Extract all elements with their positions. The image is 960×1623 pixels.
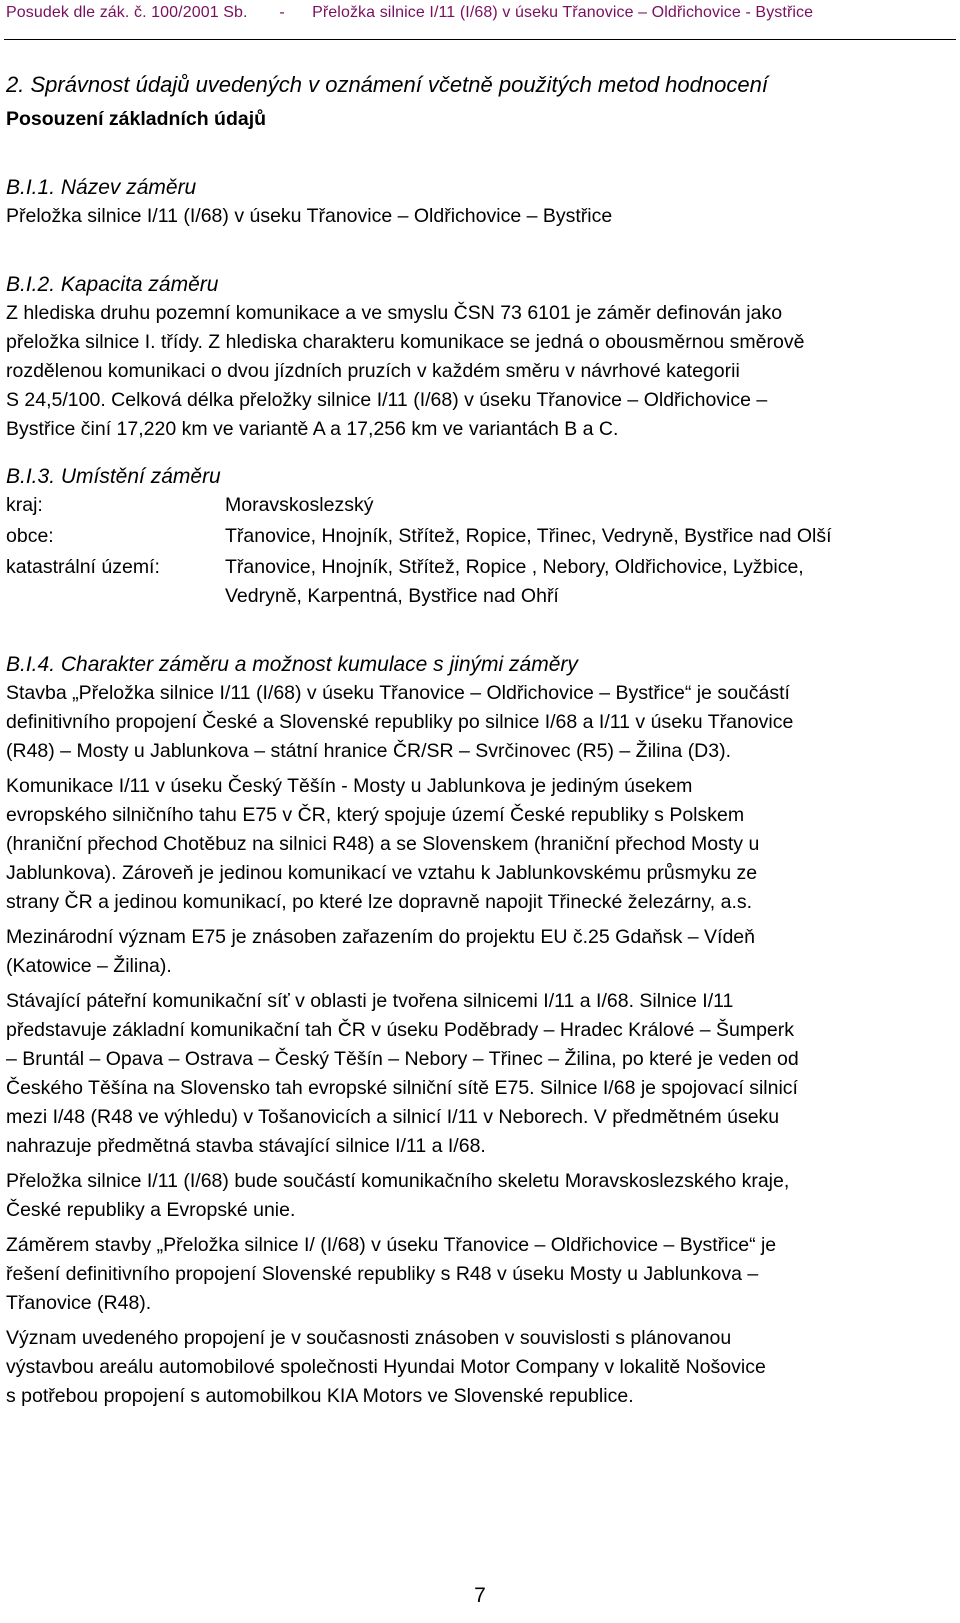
location-row-katastralni-uzemi	[6, 553, 951, 611]
text-line: přeložka silnice I. třídy. Z hlediska charakteru komunikace se jedná o obousměrnou směrově	[6, 331, 805, 353]
text-line: definitivního propojení České a Slovenské republiky po silnice I/68 a I/11 v úseku Třanovice	[6, 711, 794, 733]
b4-paragraph-1	[6, 679, 951, 766]
text-line: S 24,5/100. Celková délka přeložky silnice I/11 (I/68) v úseku Třanovice – Oldřichovice –	[6, 389, 768, 411]
text-line: nahrazuje předmětná stavba stávající silnice I/11 a I/68.	[6, 1135, 486, 1157]
section-subtitle: Posouzení základních údajů	[6, 108, 267, 130]
text-line: Třanovice, Hnojník, Střítež, Ropice , Nebory, Oldřichovice, Lyžbice,	[225, 556, 804, 578]
text-line: Jablunkova). Zároveň je jedinou komunikací ve vztahu k Jablunkovskému průsmyku ze	[6, 862, 758, 884]
b2-paragraph	[6, 299, 951, 444]
text-line: Bystřice činí 17,220 km ve variantě A a 17,256 km ve variantách B a C.	[6, 418, 619, 440]
b3-title: B.I.3. Umístění záměru	[6, 465, 221, 488]
text-line: evropského silničního tahu E75 v ČR, který spojuje území České republiky s Polskem	[6, 804, 745, 826]
text-line: Význam uvedeného propojení je v současnosti znásoben v souvislosti s plánovanou	[6, 1327, 732, 1349]
location-row-kraj	[6, 491, 951, 520]
location-table	[6, 491, 951, 611]
text-line: rozdělenou komunikaci o dvou jízdních pruzích v každém směru v návrhové kategorii	[6, 360, 740, 382]
text-line: Českého Těšína na Slovensko tah evropské silniční sítě E75. Silnice I/68 je spojovací silnicí	[6, 1077, 798, 1099]
text-line: Záměrem stavby „Přeložka silnice I/ (I/68) v úseku Třanovice – Oldřichovice – Bystřice“ je	[6, 1234, 777, 1256]
b1-title: B.I.1. Název záměru	[6, 176, 197, 199]
text-line: Stavba „Přeložka silnice I/11 (I/68) v úseku Třanovice – Oldřichovice – Bystřice“ je součástí	[6, 682, 790, 704]
kraj-value: Moravskoslezský	[225, 494, 374, 516]
b4-paragraph-2	[6, 772, 951, 917]
text-line: mezi I/48 (R48 ve výhledu) v Tošanovicích a silnicí I/11 v Neborech. V předmětném úseku	[6, 1106, 780, 1128]
text-line: představuje základní komunikační tah ČR v úseku Poděbrady – Hradec Králové – Šumperk	[6, 1019, 794, 1041]
text-line: Z hlediska druhu pozemní komunikace a ve smyslu ČSN 73 6101 je záměr definován jako	[6, 302, 783, 324]
text-line: (R48) – Mosty u Jablunkova – státní hranice ČR/SR – Svrčinovec (R5) – Žilina (D3).	[6, 740, 732, 762]
text-line: s potřebou propojení s automobilkou KIA Motors ve Slovenské republice.	[6, 1385, 634, 1407]
obce-value: Třanovice, Hnojník, Střítež, Ropice, Třinec, Vedryně, Bystřice nad Olší	[225, 525, 832, 547]
page-header	[4, 0, 956, 40]
text-line: Třanovice (R48).	[6, 1292, 152, 1314]
document-body	[6, 68, 951, 1411]
header-text: Posudek dle zák. č. 100/2001 Sb. - Přeložka silnice I/11 (I/68) v úseku Třanovice – Oldřichovice - Bystřice	[6, 4, 814, 21]
obce-label: obce:	[6, 525, 54, 547]
text-line: Komunikace I/11 v úseku Český Těšín - Mosty u Jablunkova je jediným úsekem	[6, 775, 693, 797]
text-line: řešení definitivního propojení Slovenské republiky s R48 v úseku Mosty u Jablunkova –	[6, 1263, 759, 1285]
b4-paragraph-7	[6, 1324, 951, 1411]
text-line: Přeložka silnice I/11 (I/68) bude součástí komunikačního skeletu Moravskoslezského kraje,	[6, 1170, 790, 1192]
kraj-label: kraj:	[6, 494, 43, 516]
text-line: strany ČR a jedinou komunikací, po které lze dopravně napojit Třinecké železárny, a.s.	[6, 891, 753, 913]
b2-title: B.I.2. Kapacita záměru	[6, 273, 219, 296]
text-line: Vedryně, Karpentná, Bystřice nad Ohří	[225, 585, 559, 607]
location-row-obce	[6, 522, 951, 551]
page-number: 7	[474, 1584, 486, 1607]
text-line: Stávající páteřní komunikační síť v oblasti je tvořena silnicemi I/11 a I/68. Silnice I/11	[6, 990, 734, 1012]
b4-paragraph-6	[6, 1231, 951, 1318]
section-title: 2. Správnost údajů uvedených v oznámení včetně použitých metod hodnocení	[6, 72, 768, 97]
text-line: (Katowice – Žilina).	[6, 955, 172, 977]
text-line: České republiky a Evropské unie.	[6, 1199, 296, 1221]
text-line: výstavbou areálu automobilové společnosti Hyundai Motor Company v lokalitě Nošovice	[6, 1356, 766, 1378]
katastralni-uzemi-value	[225, 553, 951, 611]
text-line: – Bruntál – Opava – Ostrava – Český Těšín – Nebory – Třinec – Žilina, po které je veden od	[6, 1048, 799, 1070]
b1-text: Přeložka silnice I/11 (I/68) v úseku Třanovice – Oldřichovice – Bystřice	[6, 205, 613, 227]
b4-title: B.I.4. Charakter záměru a možnost kumulace s jinými záměry	[6, 653, 578, 676]
text-line: (hraniční přechod Chotěbuz na silnici R48) a se Slovenskem (hraniční přechod Mosty u	[6, 833, 760, 855]
b4-paragraph-5	[6, 1167, 951, 1225]
b4-paragraph-4	[6, 987, 951, 1161]
text-line: Mezinárodní význam E75 je znásoben zařazením do projektu EU č.25 Gdaňsk – Vídeň	[6, 926, 755, 948]
b4-paragraph-3	[6, 923, 951, 981]
katastralni-uzemi-label: katastrální území:	[6, 556, 160, 578]
